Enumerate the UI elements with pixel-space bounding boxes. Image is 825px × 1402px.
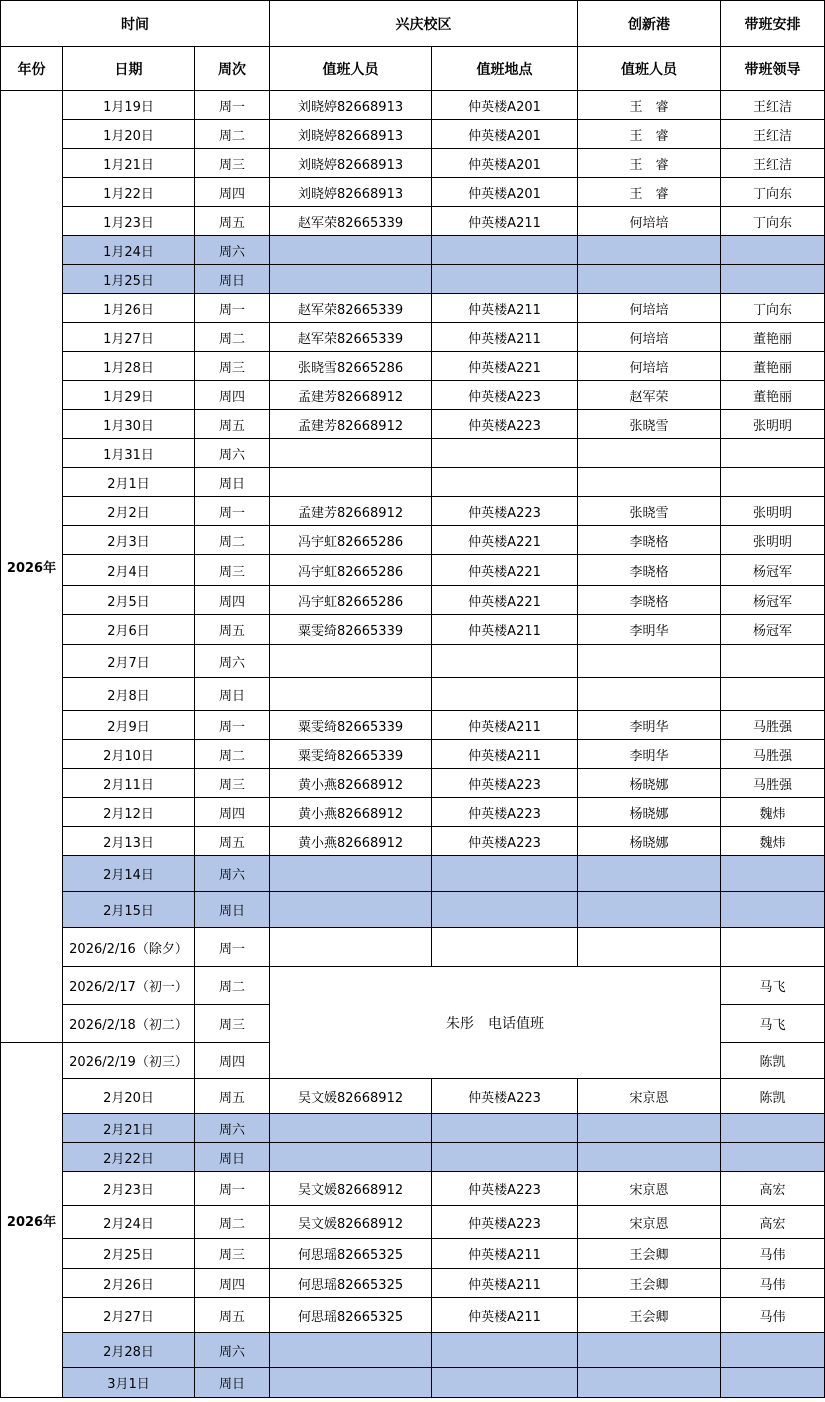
leader-cell — [721, 439, 825, 468]
location-cell: 仲英楼A223 — [432, 798, 578, 827]
location-cell — [432, 439, 578, 468]
table-row — [1, 1368, 825, 1398]
col-staff: 值班人员 — [270, 47, 432, 91]
table-row — [1, 740, 825, 769]
weekday-cell: 周一 — [195, 91, 270, 120]
weekday-cell: 周五 — [195, 1298, 270, 1333]
date-cell: 1月26日 — [63, 294, 195, 323]
leader-cell — [721, 236, 825, 265]
weekday-cell: 周三 — [195, 352, 270, 381]
cx-staff-cell: 张晓雪 — [578, 497, 721, 526]
leader-cell: 陈凯 — [721, 1043, 825, 1079]
staff-cell: 孟建芳82668912 — [270, 381, 432, 410]
date-cell: 2月24日 — [63, 1206, 195, 1239]
cx-staff-cell: 王会卿 — [578, 1298, 721, 1333]
date-cell: 2月13日 — [63, 827, 195, 856]
location-cell: 仲英楼A223 — [432, 1172, 578, 1206]
staff-cell: 黄小燕82668912 — [270, 827, 432, 856]
cx-staff-cell — [578, 892, 721, 928]
staff-cell — [270, 856, 432, 892]
table-row — [1, 323, 825, 352]
weekday-cell: 周六 — [195, 236, 270, 265]
leader-cell: 张明明 — [721, 497, 825, 526]
table-row — [1, 928, 825, 967]
weekday-cell: 周四 — [195, 1043, 270, 1079]
weekday-cell: 周六 — [195, 1333, 270, 1368]
table-row — [1, 1114, 825, 1143]
cx-staff-cell — [578, 856, 721, 892]
cx-staff-cell — [578, 468, 721, 497]
location-cell: 仲英楼A211 — [432, 1298, 578, 1333]
date-cell: 1月30日 — [63, 410, 195, 439]
cx-staff-cell: 王会卿 — [578, 1239, 721, 1269]
date-cell: 2月21日 — [63, 1114, 195, 1143]
weekday-cell: 周二 — [195, 967, 270, 1005]
staff-cell: 黄小燕82668912 — [270, 798, 432, 827]
weekday-cell: 周六 — [195, 856, 270, 892]
staff-cell: 冯宇虹82665286 — [270, 555, 432, 586]
date-cell: 2月2日 — [63, 497, 195, 526]
weekday-cell: 周四 — [195, 798, 270, 827]
cx-staff-cell: 何培培 — [578, 323, 721, 352]
weekday-cell: 周一 — [195, 497, 270, 526]
staff-cell: 粟雯绮82665339 — [270, 740, 432, 769]
weekday-cell: 周四 — [195, 1269, 270, 1298]
date-cell: 2月23日 — [63, 1172, 195, 1206]
leader-cell: 丁向东 — [721, 178, 825, 207]
staff-cell: 冯宇虹82665286 — [270, 586, 432, 615]
location-cell: 仲英楼A201 — [432, 149, 578, 178]
table-row — [1, 586, 825, 615]
staff-cell — [270, 1143, 432, 1172]
leader-cell — [721, 1368, 825, 1398]
staff-cell: 吴文媛82668912 — [270, 1079, 432, 1114]
location-cell: 仲英楼A223 — [432, 827, 578, 856]
table-row — [1, 410, 825, 439]
date-cell: 2月27日 — [63, 1298, 195, 1333]
table-row — [1, 468, 825, 497]
location-cell: 仲英楼A223 — [432, 497, 578, 526]
location-cell — [432, 892, 578, 928]
cx-staff-cell: 王会卿 — [578, 1269, 721, 1298]
date-cell: 2026/2/19（初三） — [63, 1043, 195, 1079]
leader-cell: 杨冠军 — [721, 555, 825, 586]
group-xingqing-campus: 兴庆校区 — [270, 1, 578, 47]
leader-cell: 马飞 — [721, 967, 825, 1005]
location-cell: 仲英楼A211 — [432, 323, 578, 352]
staff-cell — [270, 265, 432, 294]
weekday-cell: 周一 — [195, 1172, 270, 1206]
weekday-cell: 周三 — [195, 769, 270, 798]
staff-cell: 何思瑶82665325 — [270, 1269, 432, 1298]
location-cell — [432, 468, 578, 497]
leader-cell — [721, 1143, 825, 1172]
table-row — [1, 439, 825, 468]
weekday-cell: 周二 — [195, 323, 270, 352]
leader-cell: 高宏 — [721, 1172, 825, 1206]
date-cell: 1月20日 — [63, 120, 195, 149]
cx-staff-cell: 宋京恩 — [578, 1172, 721, 1206]
staff-cell: 冯宇虹82665286 — [270, 526, 432, 555]
leader-cell — [721, 265, 825, 294]
table-row — [1, 678, 825, 711]
cx-staff-cell — [578, 1114, 721, 1143]
leader-cell — [721, 1114, 825, 1143]
cx-staff-cell: 何培培 — [578, 294, 721, 323]
cx-staff-cell: 杨晓娜 — [578, 769, 721, 798]
leader-cell: 董艳丽 — [721, 352, 825, 381]
staff-cell: 孟建芳82668912 — [270, 497, 432, 526]
table-row — [1, 149, 825, 178]
leader-cell: 王红洁 — [721, 91, 825, 120]
table-row — [1, 967, 825, 1005]
date-cell: 1月22日 — [63, 178, 195, 207]
cx-staff-cell: 李晓格 — [578, 586, 721, 615]
date-cell: 2月4日 — [63, 555, 195, 586]
leader-cell: 张明明 — [721, 410, 825, 439]
cx-staff-cell: 李晓格 — [578, 555, 721, 586]
cx-staff-cell: 宋京恩 — [578, 1206, 721, 1239]
table-row — [1, 352, 825, 381]
table-row — [1, 615, 825, 645]
date-cell: 1月23日 — [63, 207, 195, 236]
table-row — [1, 711, 825, 740]
table-row — [1, 120, 825, 149]
location-cell: 仲英楼A211 — [432, 615, 578, 645]
location-cell — [432, 928, 578, 967]
location-cell: 仲英楼A211 — [432, 1269, 578, 1298]
table-row — [1, 207, 825, 236]
cx-staff-cell: 何培培 — [578, 352, 721, 381]
group-time: 时间 — [1, 1, 270, 47]
date-cell: 2月9日 — [63, 711, 195, 740]
cx-staff-cell: 李晓格 — [578, 526, 721, 555]
leader-cell — [721, 1333, 825, 1368]
weekday-cell: 周五 — [195, 410, 270, 439]
weekday-cell: 周六 — [195, 645, 270, 678]
date-cell: 2月3日 — [63, 526, 195, 555]
table-row — [1, 497, 825, 526]
staff-cell: 刘晓婷82668913 — [270, 91, 432, 120]
leader-cell: 魏炜 — [721, 798, 825, 827]
staff-cell: 粟雯绮82665339 — [270, 615, 432, 645]
col-location: 值班地点 — [432, 47, 578, 91]
weekday-cell: 周二 — [195, 740, 270, 769]
year-cell: 2026年 — [1, 1043, 63, 1398]
cx-staff-cell: 王 睿 — [578, 149, 721, 178]
location-cell — [432, 678, 578, 711]
table-row — [1, 1298, 825, 1333]
date-cell: 1月31日 — [63, 439, 195, 468]
location-cell: 仲英楼A221 — [432, 555, 578, 586]
leader-cell: 丁向东 — [721, 207, 825, 236]
weekday-cell: 周二 — [195, 120, 270, 149]
weekday-cell: 周三 — [195, 1239, 270, 1269]
leader-cell: 王红洁 — [721, 120, 825, 149]
location-cell — [432, 1368, 578, 1398]
table-row — [1, 1172, 825, 1206]
weekday-cell: 周四 — [195, 586, 270, 615]
location-cell — [432, 856, 578, 892]
staff-cell: 张晓雪82665286 — [270, 352, 432, 381]
staff-cell — [270, 468, 432, 497]
staff-cell — [270, 1368, 432, 1398]
cx-staff-cell — [578, 645, 721, 678]
date-cell: 2月20日 — [63, 1079, 195, 1114]
cx-staff-cell: 张晓雪 — [578, 410, 721, 439]
date-cell: 2月14日 — [63, 856, 195, 892]
table-row — [1, 1079, 825, 1114]
location-cell — [432, 1333, 578, 1368]
weekday-cell: 周五 — [195, 207, 270, 236]
cx-staff-cell — [578, 928, 721, 967]
date-cell: 1月24日 — [63, 236, 195, 265]
weekday-cell: 周二 — [195, 1206, 270, 1239]
table-row — [1, 827, 825, 856]
table-row — [1, 769, 825, 798]
staff-cell: 吴文媛82668912 — [270, 1206, 432, 1239]
location-cell — [432, 265, 578, 294]
leader-cell — [721, 928, 825, 967]
leader-cell: 王红洁 — [721, 149, 825, 178]
cx-staff-cell: 宋京恩 — [578, 1079, 721, 1114]
location-cell: 仲英楼A211 — [432, 1239, 578, 1269]
date-cell: 2月12日 — [63, 798, 195, 827]
staff-cell — [270, 892, 432, 928]
date-cell: 1月28日 — [63, 352, 195, 381]
weekday-cell: 周四 — [195, 381, 270, 410]
date-cell: 1月29日 — [63, 381, 195, 410]
date-cell: 1月27日 — [63, 323, 195, 352]
weekday-cell: 周一 — [195, 928, 270, 967]
weekday-cell: 周六 — [195, 439, 270, 468]
cx-staff-cell — [578, 265, 721, 294]
weekday-cell: 周六 — [195, 1114, 270, 1143]
group-chuangxin-port: 创新港 — [578, 1, 721, 47]
staff-cell: 赵军荣82665339 — [270, 294, 432, 323]
date-cell: 2月25日 — [63, 1239, 195, 1269]
date-cell: 2月5日 — [63, 586, 195, 615]
weekday-cell: 周五 — [195, 827, 270, 856]
date-cell: 2026/2/18（初二） — [63, 1005, 195, 1043]
location-cell: 仲英楼A223 — [432, 1206, 578, 1239]
cx-staff-cell — [578, 236, 721, 265]
date-cell: 2月6日 — [63, 615, 195, 645]
date-cell: 2月15日 — [63, 892, 195, 928]
table-row — [1, 236, 825, 265]
table-row — [1, 1269, 825, 1298]
weekday-cell: 周日 — [195, 1143, 270, 1172]
leader-cell — [721, 892, 825, 928]
staff-cell: 刘晓婷82668913 — [270, 178, 432, 207]
table-row — [1, 265, 825, 294]
table-row — [1, 1143, 825, 1172]
staff-cell — [270, 645, 432, 678]
weekday-cell: 周日 — [195, 678, 270, 711]
leader-cell — [721, 678, 825, 711]
col-weekday: 周次 — [195, 47, 270, 91]
date-cell: 1月25日 — [63, 265, 195, 294]
weekday-cell: 周一 — [195, 711, 270, 740]
location-cell: 仲英楼A221 — [432, 352, 578, 381]
location-cell: 仲英楼A221 — [432, 526, 578, 555]
table-row — [1, 91, 825, 120]
col-year: 年份 — [1, 47, 63, 91]
date-cell: 1月21日 — [63, 149, 195, 178]
cx-staff-cell: 李明华 — [578, 615, 721, 645]
staff-cell: 赵军荣82665339 — [270, 207, 432, 236]
col-date: 日期 — [63, 47, 195, 91]
leader-cell — [721, 468, 825, 497]
staff-cell — [270, 1114, 432, 1143]
cx-staff-cell: 杨晓娜 — [578, 827, 721, 856]
weekday-cell: 周五 — [195, 1079, 270, 1114]
staff-cell — [270, 1333, 432, 1368]
leader-cell — [721, 645, 825, 678]
location-cell: 仲英楼A201 — [432, 120, 578, 149]
table-row — [1, 856, 825, 892]
staff-cell: 刘晓婷82668913 — [270, 149, 432, 178]
weekday-cell: 周三 — [195, 1005, 270, 1043]
date-cell: 2月1日 — [63, 468, 195, 497]
location-cell: 仲英楼A223 — [432, 381, 578, 410]
staff-cell — [270, 928, 432, 967]
date-cell: 2月8日 — [63, 678, 195, 711]
location-cell — [432, 645, 578, 678]
cx-staff-cell — [578, 1368, 721, 1398]
leader-cell — [721, 856, 825, 892]
table-row — [1, 645, 825, 678]
leader-cell: 张明明 — [721, 526, 825, 555]
date-cell: 2026/2/17（初一） — [63, 967, 195, 1005]
table-row — [1, 1333, 825, 1368]
leader-cell: 马胜强 — [721, 711, 825, 740]
table-row — [1, 178, 825, 207]
leader-cell: 马飞 — [721, 1005, 825, 1043]
cx-staff-cell: 赵军荣 — [578, 381, 721, 410]
group-header-row — [1, 1, 825, 47]
leader-cell: 丁向东 — [721, 294, 825, 323]
year-cell: 2026年 — [1, 91, 63, 1043]
table-row — [1, 526, 825, 555]
cx-staff-cell: 李明华 — [578, 740, 721, 769]
holiday-phone-duty-note: 朱彤 电话值班 — [270, 967, 721, 1079]
location-cell: 仲英楼A201 — [432, 91, 578, 120]
staff-cell: 何思瑶82665325 — [270, 1298, 432, 1333]
cx-staff-cell: 王 睿 — [578, 178, 721, 207]
leader-cell: 董艳丽 — [721, 323, 825, 352]
column-header-row — [1, 47, 825, 91]
cx-staff-cell — [578, 439, 721, 468]
cx-staff-cell: 王 睿 — [578, 91, 721, 120]
leader-cell: 马伟 — [721, 1298, 825, 1333]
location-cell: 仲英楼A223 — [432, 410, 578, 439]
weekday-cell: 周三 — [195, 555, 270, 586]
cx-staff-cell: 李明华 — [578, 711, 721, 740]
weekday-cell: 周三 — [195, 149, 270, 178]
table-row — [1, 1239, 825, 1269]
weekday-cell: 周一 — [195, 294, 270, 323]
date-cell: 3月1日 — [63, 1368, 195, 1398]
col-leader: 带班领导 — [721, 47, 825, 91]
location-cell — [432, 236, 578, 265]
leader-cell: 董艳丽 — [721, 381, 825, 410]
leader-cell: 马胜强 — [721, 740, 825, 769]
staff-cell — [270, 236, 432, 265]
weekday-cell: 周日 — [195, 468, 270, 497]
leader-cell: 高宏 — [721, 1206, 825, 1239]
staff-cell: 何思瑶82665325 — [270, 1239, 432, 1269]
cx-staff-cell — [578, 1143, 721, 1172]
date-cell: 2月26日 — [63, 1269, 195, 1298]
group-leader-arrangement: 带班安排 — [721, 1, 825, 47]
location-cell — [432, 1114, 578, 1143]
leader-cell: 魏炜 — [721, 827, 825, 856]
location-cell: 仲英楼A211 — [432, 207, 578, 236]
cx-staff-cell — [578, 1333, 721, 1368]
location-cell: 仲英楼A223 — [432, 769, 578, 798]
date-cell: 2月28日 — [63, 1333, 195, 1368]
staff-cell: 吴文媛82668912 — [270, 1172, 432, 1206]
location-cell: 仲英楼A221 — [432, 586, 578, 615]
date-cell: 2月7日 — [63, 645, 195, 678]
location-cell: 仲英楼A211 — [432, 294, 578, 323]
staff-cell — [270, 678, 432, 711]
location-cell: 仲英楼A201 — [432, 178, 578, 207]
weekday-cell: 周日 — [195, 265, 270, 294]
date-cell: 2026/2/16（除夕） — [63, 928, 195, 967]
weekday-cell: 周日 — [195, 1368, 270, 1398]
leader-cell: 陈凯 — [721, 1079, 825, 1114]
location-cell — [432, 1143, 578, 1172]
weekday-cell: 周四 — [195, 178, 270, 207]
location-cell: 仲英楼A223 — [432, 1079, 578, 1114]
table-row — [1, 294, 825, 323]
date-cell: 2月22日 — [63, 1143, 195, 1172]
staff-cell: 孟建芳82668912 — [270, 410, 432, 439]
leader-cell: 杨冠军 — [721, 615, 825, 645]
leader-cell: 马伟 — [721, 1269, 825, 1298]
date-cell: 1月19日 — [63, 91, 195, 120]
staff-cell: 粟雯绮82665339 — [270, 711, 432, 740]
staff-cell: 刘晓婷82668913 — [270, 120, 432, 149]
leader-cell: 马胜强 — [721, 769, 825, 798]
staff-cell — [270, 439, 432, 468]
date-cell: 2月10日 — [63, 740, 195, 769]
location-cell: 仲英楼A211 — [432, 711, 578, 740]
table-row — [1, 555, 825, 586]
leader-cell: 杨冠军 — [721, 586, 825, 615]
col-cx-staff: 值班人员 — [578, 47, 721, 91]
cx-staff-cell: 杨晓娜 — [578, 798, 721, 827]
weekday-cell: 周日 — [195, 892, 270, 928]
leader-cell: 马伟 — [721, 1239, 825, 1269]
cx-staff-cell — [578, 678, 721, 711]
table-row — [1, 381, 825, 410]
table-row — [1, 1206, 825, 1239]
table-row — [1, 892, 825, 928]
staff-cell: 黄小燕82668912 — [270, 769, 432, 798]
cx-staff-cell: 王 睿 — [578, 120, 721, 149]
date-cell: 2月11日 — [63, 769, 195, 798]
table-row — [1, 798, 825, 827]
staff-cell: 赵军荣82665339 — [270, 323, 432, 352]
weekday-cell: 周五 — [195, 615, 270, 645]
cx-staff-cell: 何培培 — [578, 207, 721, 236]
location-cell: 仲英楼A211 — [432, 740, 578, 769]
weekday-cell: 周二 — [195, 526, 270, 555]
